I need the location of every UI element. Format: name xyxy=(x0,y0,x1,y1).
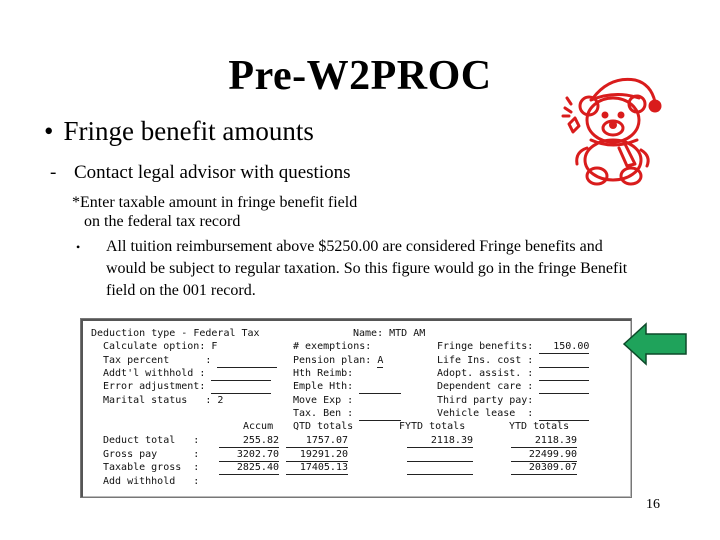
third-party-pay: Third party pay: xyxy=(437,395,534,406)
col-header-qtd: QTD totals xyxy=(293,421,354,432)
tuition-text: All tuition reimbursement above $5250.00 are considered Fringe benefits and would be subject to regular taxation. So this figure would go in the fringe Benefit field on the 001 record. xyxy=(106,238,628,299)
error-adjustment-label: Error adjustment: xyxy=(103,381,206,392)
dependent-care-label: Dependent care : xyxy=(437,381,534,392)
addtl-withhold-label: Addt'l withhold : xyxy=(103,368,206,379)
row-qtd-deduct-total xyxy=(286,434,348,448)
col-header-accum: Accum xyxy=(243,421,274,432)
ytd-value: 2118.39 xyxy=(511,434,577,448)
bullet-tuition-reimbursement xyxy=(76,236,646,302)
terminal-header-name: Name: MTD AM xyxy=(353,328,426,339)
tax-ben-label: Tax. Ben : xyxy=(293,408,354,419)
row-accum-taxable-gross xyxy=(219,461,279,475)
qtd-value: 1757.07 xyxy=(286,434,348,448)
fytd-value xyxy=(407,461,473,475)
fytd-value: 2118.39 xyxy=(407,434,473,448)
accum-value: 2825.40 xyxy=(219,461,279,475)
marital-status: Marital status : 2 xyxy=(103,395,224,406)
terminal-screenshot xyxy=(80,318,632,498)
row-ytd-deduct-total xyxy=(511,434,577,448)
page-number: 16 xyxy=(646,497,660,512)
row-fytd-deduct-total xyxy=(407,434,473,448)
dependent-care xyxy=(437,380,589,394)
emple-hth-field xyxy=(359,380,401,394)
note-line-1: *Enter taxable amount in fringe benefit field xyxy=(72,194,358,211)
accum-value: 3202.70 xyxy=(219,448,279,462)
emple-hth-label: Emple Hth: xyxy=(293,381,354,392)
sub-bullet-contact-legal xyxy=(50,162,351,184)
life-ins-label: Life Ins. cost : xyxy=(437,355,534,366)
tax-percent-label: Tax percent : xyxy=(103,355,212,366)
error-adjustment-field xyxy=(211,380,271,394)
row-label-add-withhold: Add withhold : xyxy=(103,476,200,487)
bullet-mark: • xyxy=(44,116,54,146)
row-accum-deduct-total xyxy=(219,434,279,448)
exemptions: # exemptions: xyxy=(293,341,372,352)
bullet-text: Fringe benefit amounts xyxy=(63,116,314,146)
accum-value: 255.82 xyxy=(219,434,279,448)
pension-plan-value: A xyxy=(377,354,383,368)
sub-bullet-text: Contact legal advisor with questions xyxy=(74,162,351,183)
fringe-benefits-value: 150.00 xyxy=(539,340,589,354)
ytd-value: 20309.07 xyxy=(511,461,577,475)
pension-plan-label: Pension plan: xyxy=(293,355,372,366)
fringe-benefits xyxy=(437,340,589,354)
teddy-bear-clipart xyxy=(555,68,665,188)
row-label-gross-pay: Gross pay : xyxy=(103,449,200,460)
row-ytd-taxable-gross xyxy=(511,461,577,475)
vehicle-lease-label: Vehicle lease : xyxy=(437,408,534,419)
tax-ben-field xyxy=(359,407,401,421)
bullet-fringe-benefit-amounts xyxy=(44,116,314,147)
dependent-care-field xyxy=(539,380,589,394)
row-label-deduct-total: Deduct total : xyxy=(103,435,200,446)
fringe-benefits-label: Fringe benefits: xyxy=(437,341,534,352)
adopt-assist-label: Adopt. assist. : xyxy=(437,368,534,379)
ytd-value: 22499.90 xyxy=(511,448,577,462)
hth-reimb: Hth Reimb: xyxy=(293,368,354,379)
small-bullet-mark: • xyxy=(76,240,81,254)
move-exp: Move Exp : xyxy=(293,395,354,406)
note-line-2: on the federal tax record xyxy=(84,213,241,230)
row-qtd-taxable-gross xyxy=(286,461,348,475)
row-label-taxable-gross: Taxable gross : xyxy=(103,462,200,473)
row-fytd-taxable-gross xyxy=(407,461,473,475)
slide-title: Pre-W2PROC xyxy=(228,53,492,99)
col-header-fytd: FYTD totals xyxy=(399,421,466,432)
terminal-header-left: Deduction type - Federal Tax xyxy=(91,328,260,339)
calculate-option: Calculate option: F xyxy=(103,341,218,352)
qtd-value: 19291.20 xyxy=(286,448,348,462)
col-header-ytd: YTD totals xyxy=(509,421,570,432)
error-adjustment xyxy=(103,380,271,394)
qtd-value: 17405.13 xyxy=(286,461,348,475)
emple-hth xyxy=(293,380,401,394)
dash-mark: - xyxy=(50,162,57,183)
green-arrow-icon xyxy=(622,322,688,366)
